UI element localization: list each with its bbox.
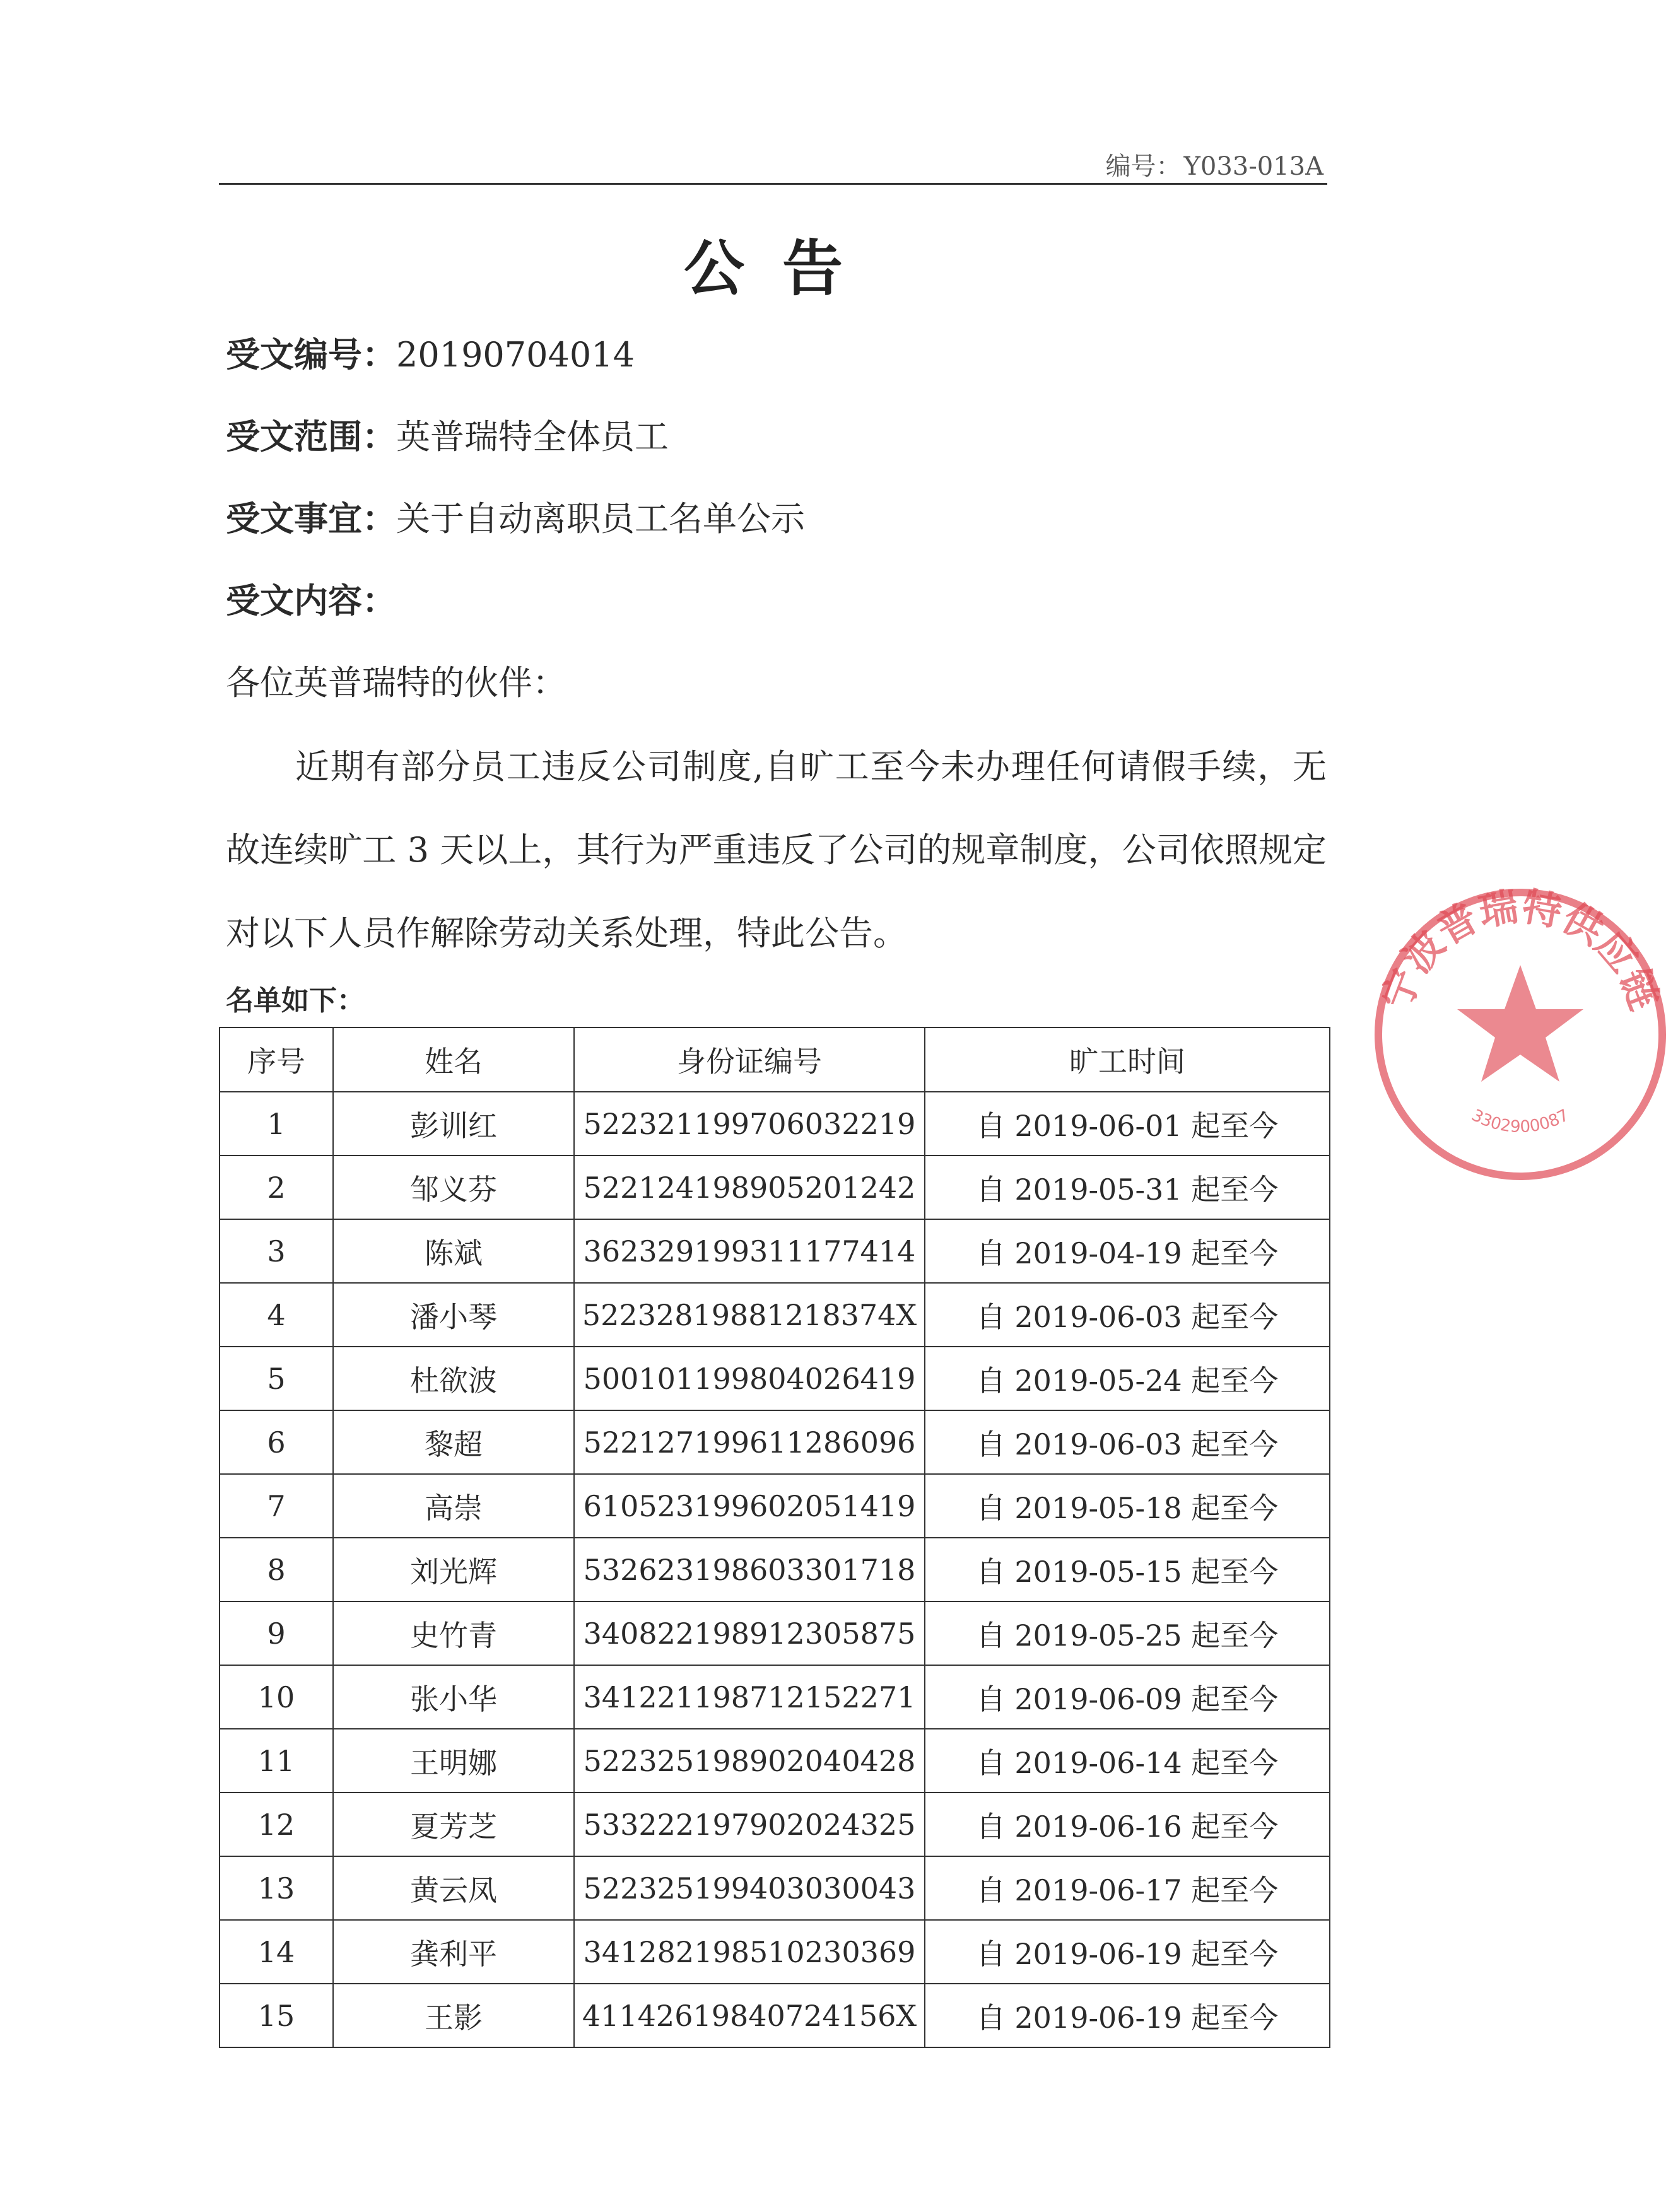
cell-name: 黎超 <box>333 1410 574 1474</box>
greeting: 各位英普瑞特的伙伴： <box>226 663 566 703</box>
list-label: 名单如下： <box>226 985 365 1017</box>
cell-id-number: 41142619840724156X <box>574 1984 925 2047</box>
cell-absence-period: 自 2019-06-16 起至今 <box>925 1793 1330 1856</box>
cell-absence-period: 自 2019-06-19 起至今 <box>925 1984 1330 2047</box>
cell-absence-period: 自 2019-06-17 起至今 <box>925 1856 1330 1920</box>
cell-seq: 14 <box>220 1920 333 1984</box>
cell-absence-period: 自 2019-05-25 起至今 <box>925 1601 1330 1665</box>
cell-absence-period: 自 2019-06-19 起至今 <box>925 1920 1330 1984</box>
cell-id-number: 610523199602051419 <box>574 1474 925 1538</box>
field-content <box>226 574 396 623</box>
header-seq: 序号 <box>220 1027 333 1092</box>
table-row <box>220 1092 1330 1156</box>
seal-code: 3302900087 <box>1468 1106 1573 1137</box>
table-header-row <box>220 1027 1330 1092</box>
header-absence-period: 旷工时间 <box>925 1027 1330 1092</box>
field-content-label: 受文内容： <box>226 580 396 621</box>
document-number <box>1103 146 1323 182</box>
cell-absence-period: 自 2019-06-03 起至今 <box>925 1283 1330 1347</box>
seal-text: 宁波普瑞特供应链 <box>1373 883 1668 1016</box>
cell-id-number: 362329199311177414 <box>574 1219 925 1283</box>
cell-name: 夏芳芝 <box>333 1793 574 1856</box>
cell-id-number: 522325198902040428 <box>574 1729 925 1793</box>
cell-seq: 9 <box>220 1601 333 1665</box>
field-scope-label: 受文范围： <box>226 416 396 457</box>
cell-name: 史竹青 <box>333 1601 574 1665</box>
cell-seq: 8 <box>220 1538 333 1601</box>
cell-id-number: 340822198912305875 <box>574 1601 925 1665</box>
cell-name: 刘光辉 <box>333 1538 574 1601</box>
cell-name: 王明娜 <box>333 1729 574 1793</box>
cell-absence-period: 自 2019-05-15 起至今 <box>925 1538 1330 1601</box>
cell-seq: 7 <box>220 1474 333 1538</box>
notice-title: 公告 <box>684 233 881 304</box>
header-rule <box>219 183 1327 185</box>
cell-name: 张小华 <box>333 1665 574 1729</box>
cell-id-number: 533222197902024325 <box>574 1793 925 1856</box>
cell-id-number: 522124198905201242 <box>574 1156 925 1219</box>
cell-seq: 6 <box>220 1410 333 1474</box>
table-row <box>220 1984 1330 2047</box>
cell-seq: 10 <box>220 1665 333 1729</box>
cell-name: 黄云凤 <box>333 1856 574 1920</box>
table-row <box>220 1219 1330 1283</box>
document-number-label: 编号： <box>1105 152 1182 181</box>
cell-absence-period: 自 2019-05-18 起至今 <box>925 1474 1330 1538</box>
field-matter-value: 关于自动离职员工名单公示 <box>396 499 805 539</box>
field-scope-value: 英普瑞特全体员工 <box>396 417 669 457</box>
cell-name: 杜欲波 <box>333 1347 574 1410</box>
document-number-value: Y033-013A <box>1183 152 1323 181</box>
cell-name: 王影 <box>333 1984 574 2047</box>
cell-id-number: 500101199804026419 <box>574 1347 925 1410</box>
field-scope <box>226 410 669 459</box>
table-row <box>220 1347 1330 1410</box>
table-row <box>220 1856 1330 1920</box>
cell-id-number: 522325199403030043 <box>574 1856 925 1920</box>
cell-absence-period: 自 2019-06-01 起至今 <box>925 1092 1330 1156</box>
cell-seq: 13 <box>220 1856 333 1920</box>
cell-id-number: 532623198603301718 <box>574 1538 925 1601</box>
cell-absence-period: 自 2019-06-09 起至今 <box>925 1665 1330 1729</box>
cell-seq: 1 <box>220 1092 333 1156</box>
cell-seq: 3 <box>220 1219 333 1283</box>
table-row <box>220 1920 1330 1984</box>
cell-id-number: 522321199706032219 <box>574 1092 925 1156</box>
cell-id-number: 522127199611286096 <box>574 1410 925 1474</box>
company-seal <box>1363 877 1678 1192</box>
cell-name: 潘小琴 <box>333 1283 574 1347</box>
dismissal-table <box>219 1027 1330 2048</box>
field-matter-label: 受文事宜： <box>226 498 396 539</box>
cell-seq: 12 <box>220 1793 333 1856</box>
table-row <box>220 1474 1330 1538</box>
field-doc-number-value: 20190704014 <box>396 335 635 375</box>
table-row <box>220 1156 1330 1219</box>
table-row <box>220 1665 1330 1729</box>
header-id-number: 身份证编号 <box>574 1027 925 1092</box>
cell-id-number: 341282198510230369 <box>574 1920 925 1984</box>
cell-absence-period: 自 2019-05-31 起至今 <box>925 1156 1330 1219</box>
cell-name: 彭训红 <box>333 1092 574 1156</box>
cell-seq: 2 <box>220 1156 333 1219</box>
cell-name: 陈斌 <box>333 1219 574 1283</box>
table-row <box>220 1601 1330 1665</box>
cell-seq: 5 <box>220 1347 333 1410</box>
table-row <box>220 1283 1330 1347</box>
notice-body: 近期有部分员工违反公司制度,自旷工至今未办理任何请假手续，无故连续旷工 3 天以上，其行为严重违反了公司的规章制度，公司依照规定对以下人员作解除劳动关系处理，特此公告。 <box>226 747 1327 953</box>
cell-id-number: 52232819881218374X <box>574 1283 925 1347</box>
cell-seq: 4 <box>220 1283 333 1347</box>
table-row <box>220 1729 1330 1793</box>
cell-absence-period: 自 2019-06-14 起至今 <box>925 1729 1330 1793</box>
field-doc-number <box>226 328 635 377</box>
cell-absence-period: 自 2019-06-03 起至今 <box>925 1410 1330 1474</box>
cell-absence-period: 自 2019-04-19 起至今 <box>925 1219 1330 1283</box>
table-row <box>220 1538 1330 1601</box>
table-row <box>220 1793 1330 1856</box>
cell-id-number: 341221198712152271 <box>574 1665 925 1729</box>
field-matter <box>226 492 805 541</box>
cell-absence-period: 自 2019-05-24 起至今 <box>925 1347 1330 1410</box>
cell-seq: 11 <box>220 1729 333 1793</box>
table-row <box>220 1410 1330 1474</box>
table-body <box>220 1092 1330 2047</box>
cell-name: 邹义芬 <box>333 1156 574 1219</box>
cell-seq: 15 <box>220 1984 333 2047</box>
cell-name: 龚利平 <box>333 1920 574 1984</box>
cell-name: 高崇 <box>333 1474 574 1538</box>
field-doc-number-label: 受文编号： <box>226 334 396 375</box>
header-name: 姓名 <box>333 1027 574 1092</box>
svg-text:3302900087 <box>1469 1106 1572 1137</box>
